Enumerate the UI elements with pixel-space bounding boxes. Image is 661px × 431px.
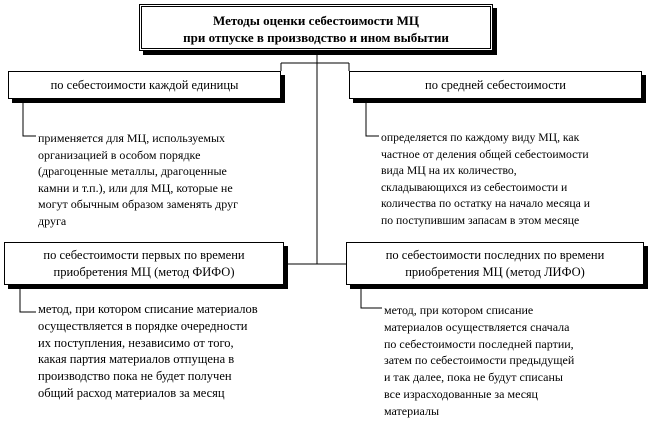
description-line: друга (38, 213, 67, 228)
method-box-lifo (346, 242, 644, 285)
description-line: общий расход материалов за месяц (38, 385, 225, 400)
method-label: по средней себестоимости (425, 78, 566, 92)
description-unit-cost (38, 130, 238, 229)
leader-1 (23, 103, 36, 136)
description-line: какая партия материалов отпущена в (38, 352, 235, 367)
leader-2 (366, 103, 379, 136)
description-line: складывающихся из себестоимости и (381, 180, 568, 194)
method-label: по себестоимости первых по времени (43, 248, 245, 262)
description-line: затем по себестоимости предыдущей (384, 353, 575, 368)
description-lifo (384, 302, 574, 420)
description-fifo (38, 301, 258, 402)
description-line: метод, при котором списание материалов (38, 302, 258, 316)
description-line: применяется для МЦ, используемых (38, 131, 226, 145)
description-line: камни и т.п.), или для МЦ, которые не (38, 180, 233, 195)
method-box-average-cost (349, 71, 642, 99)
description-line: (драгоценные металлы, драгоценные (38, 164, 227, 178)
description-line: их поступления, независимо от того, (38, 335, 234, 350)
description-line: материалы (384, 403, 440, 418)
description-line: и так далее, пока не будут списаны (384, 370, 563, 385)
method-label: по себестоимости каждой единицы (50, 78, 239, 92)
leader-4 (361, 289, 382, 308)
description-line: осуществляется в порядке очередности (38, 318, 248, 333)
description-line: все израсходованные за месяц (384, 386, 538, 401)
description-line: вида МЦ на их количество, (381, 164, 517, 177)
method-box-fifo (4, 242, 284, 285)
description-line: частное от деления общей себестоимости (381, 147, 589, 161)
leader-3 (20, 289, 36, 312)
title-line-2: при отпуске в производство и ином выбытии (183, 30, 449, 45)
description-line: определяется по каждому виду МЦ, как (381, 131, 580, 144)
method-label: приобретения МЦ (метод ЛИФО) (405, 265, 585, 279)
description-line: могут обычным образом заменять друг (38, 197, 239, 211)
method-label: приобретения МЦ (метод ФИФО) (53, 265, 235, 279)
description-line: материалов осуществляется сначала (384, 319, 570, 334)
description-line: производство пока не будет получен (38, 369, 232, 384)
description-line: по поступившим запасам в этом месяце (381, 213, 580, 227)
method-box-unit-cost (8, 71, 281, 99)
description-average-cost (381, 130, 590, 229)
description-line: количества по остатку на начало месяца и (381, 197, 591, 210)
description-line: организацией в особом порядке (38, 147, 201, 162)
title-line-1: Методы оценки себестоимости МЦ (212, 13, 420, 28)
description-line: метод, при котором списание (384, 303, 534, 317)
description-line: по себестоимости последней партии, (384, 336, 574, 351)
diagram-title (139, 4, 493, 51)
method-label: по себестоимости последних по времени (385, 248, 605, 262)
